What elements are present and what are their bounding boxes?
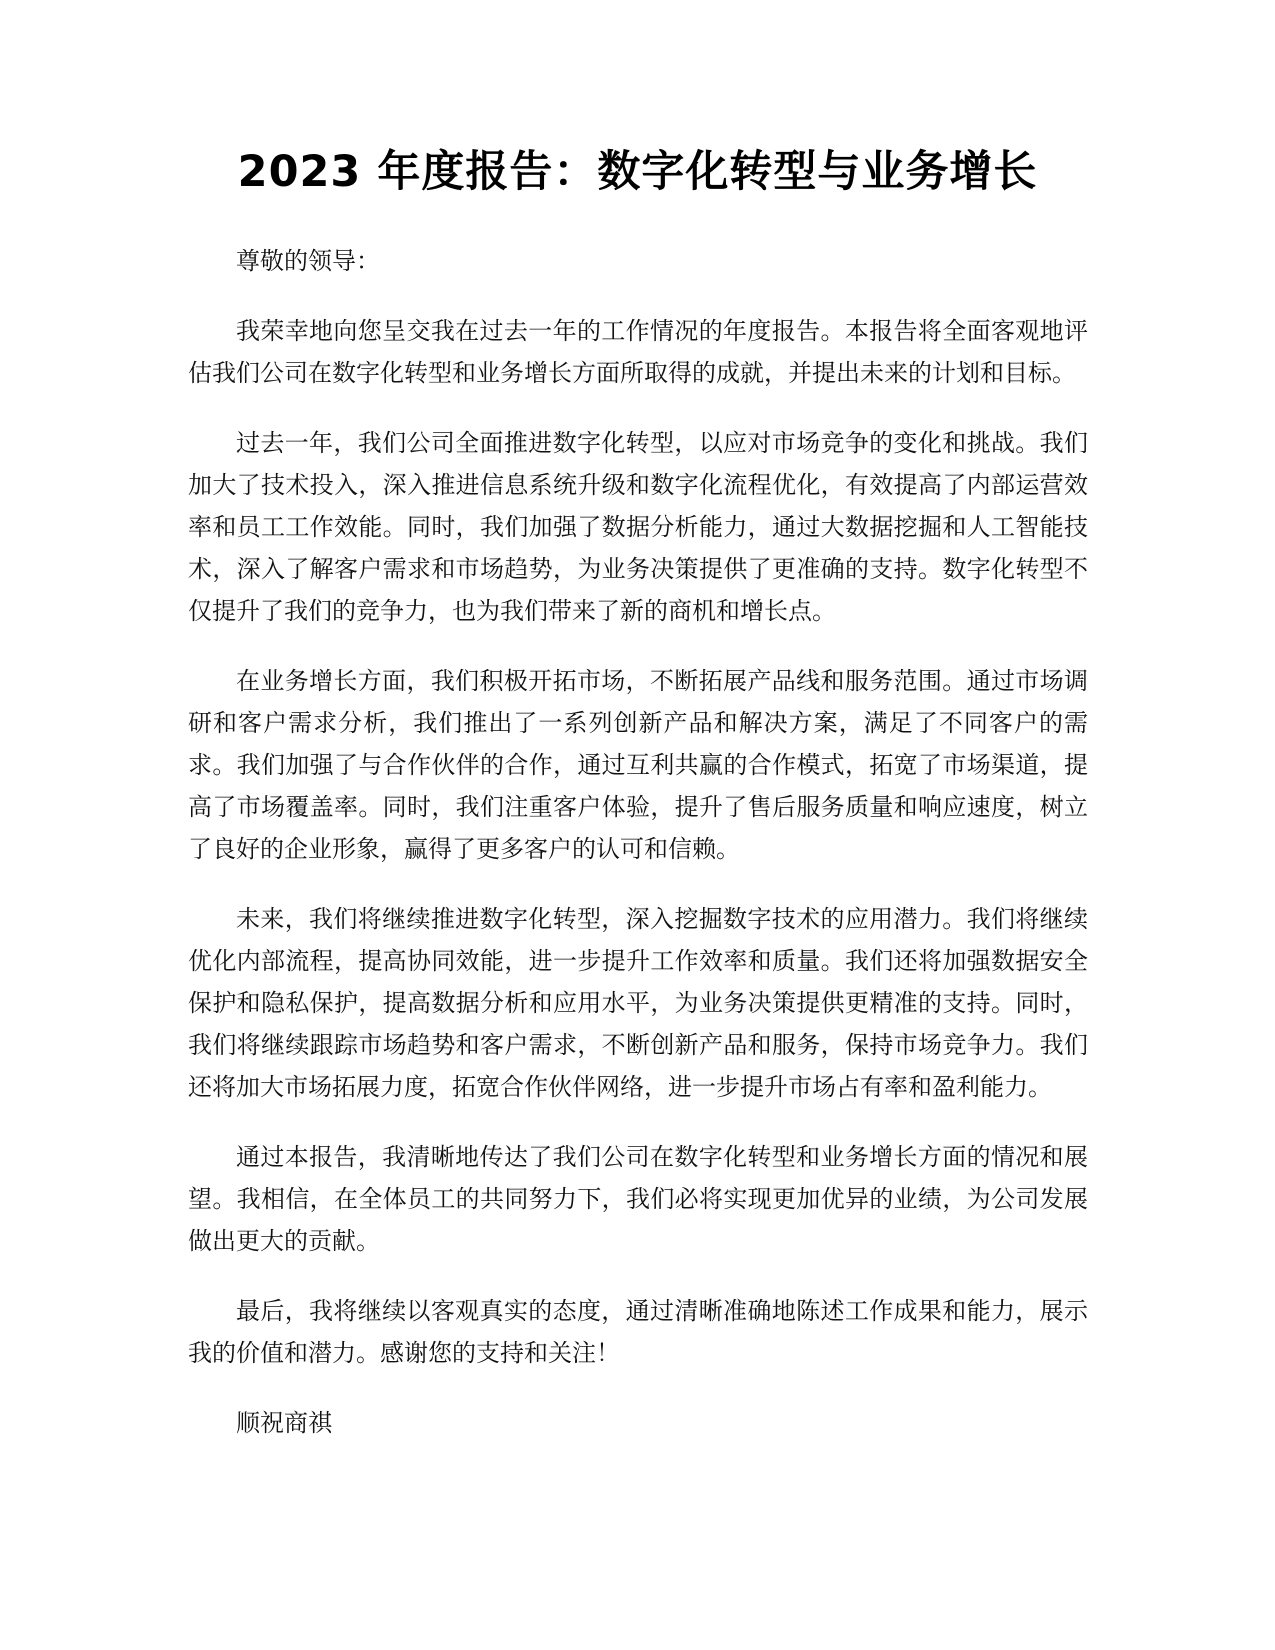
greeting: 尊敬的领导：: [236, 247, 380, 275]
paragraph-business-growth: 在业务增长方面，我们积极开拓市场，不断拓展产品线和服务范围。通过市场调研和客户需求分析，我们推出了一系列创新产品和解决方案，满足了不同客户的需求。我们加强了与合作伙伴的合作，通过互利共赢的合作模式，拓宽了市场渠道，提高了市场覆盖率。同时，我们注重客户体验，提升了售后服务质量和响应速度，树立了良好的企业形象，赢得了更多客户的认可和信赖。: [188, 667, 1088, 863]
paragraph-intro: 我荣幸地向您呈交我在过去一年的工作情况的年度报告。本报告将全面客观地评估我们公司在数字化转型和业务增长方面所取得的成就，并提出未来的计划和目标。: [188, 317, 1088, 387]
paragraph-conclusion: 最后，我将继续以客观真实的态度，通过清晰准确地陈述工作成果和能力，展示我的价值和潜力。感谢您的支持和关注！: [188, 1297, 1088, 1367]
paragraph-future-plans: 未来，我们将继续推进数字化转型，深入挖掘数字技术的应用潜力。我们将继续优化内部流程，提高协同效能，进一步提升工作效率和质量。我们还将加强数据安全保护和隐私保护，提高数据分析和应用水平，为业务决策提供更精准的支持。同时，我们将继续跟踪市场趋势和客户需求，不断创新产品和服务，保持市场竞争力。我们还将加大市场拓展力度，拓宽合作伙伴网络，进一步提升市场占有率和盈利能力。: [188, 905, 1088, 1101]
paragraph-digital-transformation: 过去一年，我们公司全面推进数字化转型，以应对市场竞争的变化和挑战。我们加大了技术投入，深入推进信息系统升级和数字化流程优化，有效提高了内部运营效率和员工工作效能。同时，我们加强了数据分析能力，通过大数据挖掘和人工智能技术，深入了解客户需求和市场趋势，为业务决策提供了更准确的支持。数字化转型不仅提升了我们的竞争力，也为我们带来了新的商机和增长点。: [188, 429, 1088, 625]
document-title: 2023 年度报告：数字化转型与业务增长: [237, 147, 1038, 197]
closing-salutation: 顺祝商祺: [236, 1409, 332, 1437]
document-body: [188, 240, 1088, 1444]
paragraph-summary: 通过本报告，我清晰地传达了我们公司在数字化转型和业务增长方面的情况和展望。我相信，在全体员工的共同努力下，我们必将实现更加优异的业绩，为公司发展做出更大的贡献。: [188, 1143, 1088, 1255]
